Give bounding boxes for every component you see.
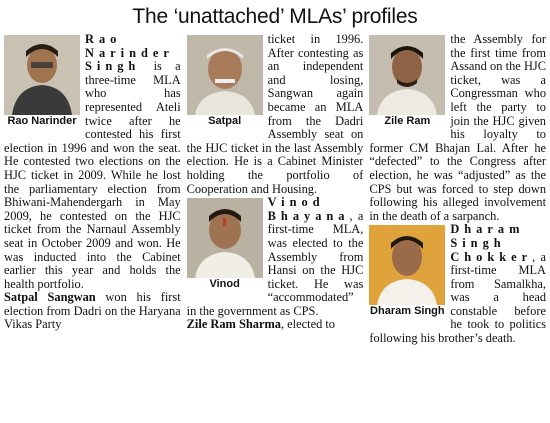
photo-caption: Dharam Singh: [370, 305, 445, 318]
lead-name: Dharam Singh Chokker: [450, 222, 533, 264]
portrait-icon: [187, 198, 263, 278]
photo-caption: Vinod: [209, 278, 240, 291]
portrait-icon: [369, 35, 445, 115]
paragraph-text: the Assembly for the first time from Assand on the HJC ticket, was a Congressman who left the party to join the HJC given his loyalty to former CM Bhajan Lal. After he “defected” to the Congress after election, he was “adjusted” as the CPS but was forced to step down following his alleged involvement in the death of a sarpanch.: [369, 33, 547, 223]
photo-dharam-singh: [369, 225, 445, 318]
photo-caption: Rao Narinder: [7, 115, 77, 127]
photo-vinod: [187, 198, 263, 291]
column-2: [187, 33, 364, 418]
lead-name: Rao Narinder Singh: [85, 33, 174, 74]
paragraph-text: , a first-time MLA from Samalkha, was a head constable before he took to politics following his brother’s death.: [369, 249, 547, 346]
photo-caption: Zile Ram: [384, 115, 431, 127]
photo-satpal: [187, 35, 263, 128]
portrait-icon: [4, 35, 80, 115]
lead-name: Zile Ram Sharma: [186, 317, 281, 332]
photo-rao-narinder: [4, 35, 80, 128]
column-1: [4, 33, 181, 418]
photo-caption: Satpal: [208, 115, 242, 127]
portrait-icon: [369, 225, 445, 305]
paragraph-text: ticket in 1996. After contesting as an independent and losing, Sangwan again became an MLA from the Dadri Assembly seat on the HJC ticket in the last Assembly election. He is a Cabinet Minister holding the portfolio of Cooperation and Housing.: [186, 33, 364, 196]
paragraph-text: won his first election from Dadri on the Haryana Vikas Party: [4, 290, 181, 332]
lead-name: Vinod Bhayana: [267, 195, 350, 223]
article-columns: [4, 33, 546, 418]
lead-name: Satpal Sangwan: [4, 290, 96, 305]
headline: The ‘unattached’ MLAs’ profiles: [132, 5, 418, 28]
photo-zile-ram: [369, 35, 445, 128]
column-3: [369, 33, 546, 418]
portrait-icon: [187, 35, 263, 115]
paragraph-text: is a three-time MLA who has represented Ateli twice after he contested his first election in 1996 and won the seat. He contested two elections on the HJC ticket in 2009. While he lost the parliamentary election from Bhiwani-Mahendergarh in May 2009, he contested on the HJC ticket from the Narnaul Assembly seat in October 2009 and won. He was inducted into the Cabinet earlier this year and holds the health portfolio.: [4, 59, 181, 291]
paragraph-text: , a first-time MLA, was elected to the Assembly from Hansi on the HJC ticket. He was “accommodated” in the government as CPS.: [186, 208, 364, 318]
paragraph-text: , elected to: [280, 317, 335, 332]
